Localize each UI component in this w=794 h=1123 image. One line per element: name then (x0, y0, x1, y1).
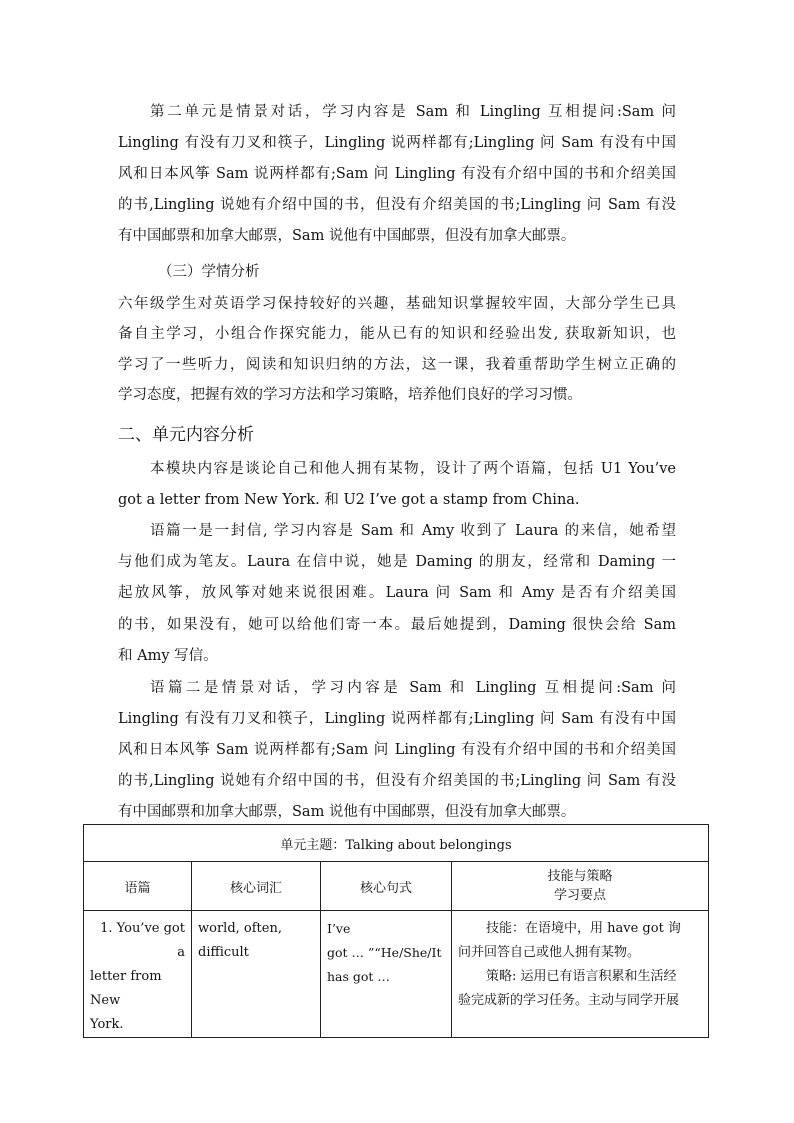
text-line: 风和日本风筝 Sam 说两样都有;Sam 问 Lingling 有没有介绍中国的书和介绍美国 (118, 166, 676, 182)
header-skills-line1: 技能与策略 (547, 869, 613, 884)
text-line: 学习了一些听力，阅读和知识归纳的方法，这一课，我着重帮助学生树立正确的 (118, 357, 676, 373)
text-line: 语篇二是情景对话，学习内容是 Sam 和 Lingling 互相提问:Sam 问 (150, 680, 676, 696)
cell-line: 验完成新的学习任务。主动与同学开展 (458, 993, 680, 1008)
text-line: 风和日本风筝 Sam 说两样都有;Sam 问 Lingling 有没有介绍中国的书和介绍美国 (118, 742, 676, 758)
header-vocab: 核心词汇 (192, 862, 321, 911)
cell-line: I’ve (327, 921, 351, 936)
cell-text (84, 911, 192, 1038)
cell-line: 1. You’ve got a (100, 921, 185, 960)
header-skills-line2: 学习要点 (554, 888, 607, 903)
text-line: 本模块内容是谈论自己和他人拥有某物，设计了两个语篇，包括 U1 You’ve (150, 461, 676, 477)
text-line: 和 Amy 写信。 (118, 648, 218, 664)
table-title: 单元主题：Talking about belongings (84, 825, 709, 862)
text-line: 有中国邮票和加拿大邮票，Sam 说他有中国邮票，但没有加拿大邮票。 (118, 228, 576, 244)
cell-line: difficult (198, 945, 249, 960)
cell-line: has got … (327, 969, 390, 984)
text-line: 第二单元是情景对话，学习内容是 Sam 和 Lingling 互相提问:Sam 问 (150, 104, 676, 120)
cell-line: 技能：在语境中，用 have got 询 (486, 921, 681, 936)
text-line: got a letter from New York. 和 U2 I’ve got a stamp from China. (118, 492, 580, 508)
table-title-row (84, 825, 709, 862)
cell-line: world, often, (198, 921, 282, 936)
text-line: 的书,Lingling 说她有介绍中国的书，但没有介绍美国的书;Lingling 问 Sam 有没 (118, 197, 676, 213)
text-line: 语篇一是一封信, 学习内容是 Sam 和 Amy 收到了 Laura 的来信，她希望 (150, 523, 676, 539)
header-pattern: 核心句式 (321, 862, 452, 911)
cell-line: 问并回答自己或他人拥有某物。 (458, 945, 641, 960)
text-line: 的书，如果没有，她可以给他们寄一本。最后她提到，Daming 很快会给 Sam (118, 617, 676, 633)
header-text: 语篇 (84, 862, 192, 911)
learner-analysis-heading: （三）学情分析 (158, 264, 260, 280)
text-line: 学习态度，把握有效的学习方法和学习策略，培养他们良好的学习习惯。 (118, 387, 582, 403)
text-line: Lingling 有没有刀叉和筷子，Lingling 说两样都有;Lingling 问 Sam 有没有中国 (118, 135, 676, 151)
cell-pattern (321, 911, 452, 1038)
unit-table (83, 824, 709, 1038)
cell-line: letter from New (90, 969, 162, 1008)
cell-line: 策略: 运用已有语言积累和生活经 (486, 969, 677, 984)
cell-line: York. (90, 1017, 124, 1032)
text-line: 备自主学习，小组合作探究能力，能从已有的知识和经验出发, 获取新知识，也 (118, 326, 676, 342)
header-skills (452, 862, 709, 911)
table-row (84, 911, 709, 1038)
text-line: 的书,Lingling 说她有介绍中国的书，但没有介绍美国的书;Lingling 问 Sam 有没 (118, 773, 676, 789)
table-header-row (84, 862, 709, 911)
text-line: 与他们成为笔友。Laura 在信中说，她是 Daming 的朋友，经常和 Daming 一 (118, 554, 676, 570)
text-line: 有中国邮票和加拿大邮票，Sam 说他有中国邮票，但没有加拿大邮票。 (118, 804, 576, 820)
text-line: 起放风筝，放风筝对她来说很困难。Laura 问 Sam 和 Amy 是否有介绍美国 (118, 585, 676, 601)
cell-vocab (192, 911, 321, 1038)
text-line: Lingling 有没有刀叉和筷子，Lingling 说两样都有;Lingling 问 Sam 有没有中国 (118, 711, 676, 727)
cell-line: got … ”“He/She/It (327, 945, 442, 960)
text-line: 六年级学生对英语学习保持较好的兴趣，基础知识掌握较牢固，大部分学生已具 (118, 296, 676, 312)
cell-skills (452, 911, 709, 1038)
unit-analysis-heading: 二、单元内容分析 (118, 425, 254, 445)
